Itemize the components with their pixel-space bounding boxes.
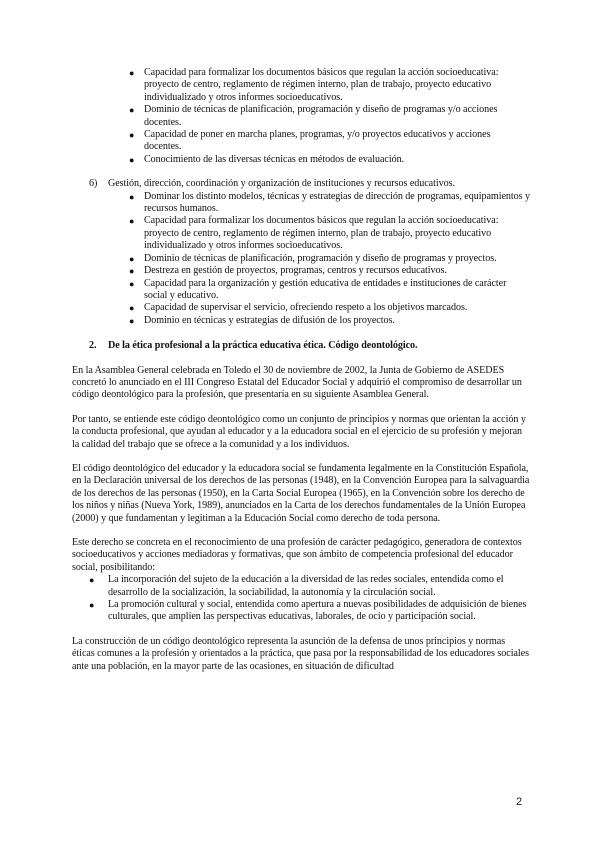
possibility-list xyxy=(72,574,530,624)
bullet-icon: ● xyxy=(129,216,135,227)
list-item: ● Conocimiento de las diversas técnicas en métodos de evaluación. xyxy=(129,153,405,165)
page-number: 2 xyxy=(516,796,523,808)
bullet-icon: ● xyxy=(129,68,135,78)
numbered-item-6 xyxy=(72,178,530,190)
item-number: 6) xyxy=(89,178,98,190)
page-content xyxy=(72,67,530,673)
competence-list-a xyxy=(72,67,530,166)
list-item: ● Capacidad para formalizar los documentos básicos que regulan la acción socioeducativa: proyecto de centro, reglamento de régimen interno, plan de trabajo, proyecto educativo individualizado y otros informes socioeducativos. xyxy=(129,67,499,103)
list-item: ● Dominio de técnicas de planificación, programación y diseño de programas y proyectos. xyxy=(129,252,497,264)
paragraph: Este derecho se concreta en el reconocimiento de una profesión de carácter pedagógico, generadora de contextos socioeducativos y acciones mediadoras y formativas, que son ámbito de competencia profesional del educador social, posibilitando: xyxy=(72,537,522,573)
heading-text: De la ética profesional a la práctica educativa ética. Código deontológico. xyxy=(108,340,418,352)
paragraph: La construcción de un código deontológico representa la asunción de la defensa de unos principios y normas éticas comunes a la profesión y orientados a la práctica, que pasa por la responsabilidad de los educadores sociales ante una población, en la mayor parte de las ocasiones, en situación de dificultad xyxy=(72,635,529,672)
item-text: Gestión, dirección, coordinación y organización de instituciones y recursos educativos. xyxy=(108,178,455,190)
bullet-icon: ● xyxy=(129,191,135,202)
list-item: ● La promoción cultural y social, entendida como apertura a nuevas posibilidades de adquisición de bienes culturales, que amplíen las perspectivas educativas, laborales, de ocio y participación social. xyxy=(89,599,527,623)
bullet-icon: ● xyxy=(129,253,135,264)
list-item: ● Dominio de técnicas de planificación, programación y diseño de programas y/o acciones docentes. xyxy=(129,104,498,128)
list-item: ● Capacidad para la organización y gestión educativa de entidades e instituciones de carácter social y educativo. xyxy=(129,277,507,301)
paragraph: El código deontológico del educador y la educadora social se fundamenta legalmente en la Constitución Española, en la Declaración universal de los derechos de las personas (1948), en la Convención Europea para la salvaguardia de los derechos de las personas (1950), en la Carta Social Europea (1965), en la Convención sobre los derecho de los niños y niñas (Nueva York, 1989), anunciados en la Carta de los derechos fundamentales de la Unión Europea (2000) y que fundamentan y legitiman a la Educación Social como derecho de toda persona. xyxy=(72,462,530,524)
list-item: ● Capacidad de poner en marcha planes, programas, y/o proyectos educativos y acciones docentes. xyxy=(129,129,491,153)
bullet-icon: ● xyxy=(129,278,135,289)
paragraph: En la Asamblea General celebrada en Toledo el 30 de noviembre de 2002, la Junta de Gobierno de ASEDES concretó lo anunciado en el III Congreso Estatal del Educador Social y adquirió el compromiso de desarrollar un código deontológico para la profesión, que presentaría en su siguiente Asamblea General. xyxy=(72,364,522,401)
list-item: ● Dominio en técnicas y estrategias de difusión de los proyectos. xyxy=(129,314,395,326)
competence-list-b xyxy=(72,191,530,327)
list-item: ● Capacidad para formalizar los documentos básicos que regulan la acción socioeducativa: proyecto de centro, reglamento de régimen interno, plan de trabajo, proyecto educativo individualizado y otros informes socioeducativos. xyxy=(129,215,499,252)
bullet-icon: ● xyxy=(129,105,135,116)
bullet-icon: ● xyxy=(129,266,135,277)
bullet-icon: ● xyxy=(129,303,135,314)
list-item: ● Capacidad de supervisar el servicio, ofreciendo respeto a los objetivos marcados. xyxy=(129,302,468,314)
list-item: ● Destreza en gestión de proyectos, programas, centros y recursos educativos. xyxy=(129,265,447,277)
bullet-icon: ● xyxy=(89,600,95,611)
list-item: ● La incorporación del sujeto de la educación a la diversidad de las redes sociales, entendida como el desarrollo de la socialización, la sociabilidad, la autonomía y la circulación social. xyxy=(89,574,504,598)
paragraph: Por tanto, se entiende este código deontológico como un conjunto de principios y normas que orientan la acción y la conducta profesional, que ayudan al educador y a la educadora social en el ejercicio de su profesión y mejoran la calidad del trabajo que se ofrece a la comunidad y a los individuos. xyxy=(72,413,526,450)
bullet-icon: ● xyxy=(129,154,135,165)
heading-number: 2. xyxy=(89,340,97,352)
section-heading xyxy=(72,340,530,352)
bullet-icon: ● xyxy=(89,575,95,586)
bullet-icon: ● xyxy=(129,315,135,326)
list-item: ● Dominar los distinto modelos, técnicas y estrategias de dirección de programas, equipamientos y recursos humanos. xyxy=(129,190,530,215)
bullet-icon: ● xyxy=(129,130,135,141)
